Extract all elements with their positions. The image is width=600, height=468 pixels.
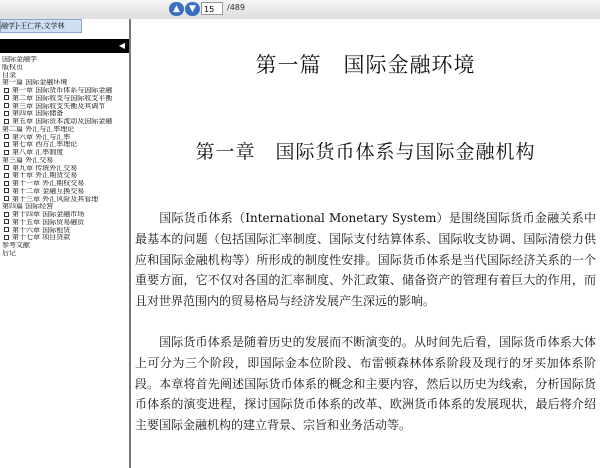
chapter-title: 第一章 国际货币体系与国际金融机构 (195, 141, 536, 163)
part-title: 第一篇 国际金融环境 (255, 53, 476, 77)
bookmark-item[interactable] (2, 172, 128, 180)
bookmark-label: 第四章 国际储备 (12, 110, 64, 118)
bookmark-label: 第三篇 外汇交易 (2, 156, 54, 164)
bookmark-item[interactable] (2, 227, 128, 235)
bookmark-item[interactable] (2, 103, 128, 111)
bookmark-label: 第十一章 外汇期权交易 (12, 180, 85, 187)
bookmark-label: 第十二章 金融互换交易 (12, 187, 85, 195)
bookmark-item[interactable] (2, 134, 128, 142)
document-tab[interactable]: 融学]-王仁祥,文学林 (0, 19, 82, 33)
bookmark-item[interactable] (2, 250, 128, 258)
sidebar-header (0, 39, 129, 53)
expand-box-icon[interactable] (4, 134, 9, 139)
bookmark-item[interactable] (2, 72, 128, 80)
bookmark-label: 第九章 传统外汇交易 (12, 164, 78, 172)
bookmark-item[interactable] (2, 110, 128, 118)
bookmark-label: 第八章 汇率制度 (12, 149, 64, 156)
expand-box-icon[interactable] (4, 173, 9, 178)
bookmark-item[interactable] (2, 219, 128, 227)
bookmark-item[interactable] (2, 64, 128, 72)
bookmark-item[interactable] (2, 87, 128, 95)
expand-box-icon[interactable] (4, 119, 9, 124)
expand-box-icon[interactable] (4, 196, 9, 201)
bookmark-label: 后记 (2, 249, 16, 257)
bookmark-label: 第十六章 国际租赁 (12, 226, 71, 234)
bookmark-item[interactable] (2, 234, 128, 242)
bookmark-item[interactable] (2, 149, 128, 157)
bookmark-item[interactable] (2, 56, 128, 64)
previous-page-icon[interactable]: ▲ (169, 2, 184, 16)
bookmark-label: 第三章 国际收支失衡及其调节 (12, 102, 106, 110)
bookmark-label: 第七章 西方汇率理论 (12, 141, 78, 149)
page-total-label: /489 (227, 3, 245, 12)
bookmark-label: 第一篇 国际金融环境 (2, 79, 68, 87)
expand-box-icon[interactable] (4, 165, 9, 170)
paragraph-text: 国际货币体系是随着历史的发展而不断演变的。从时间先后看，国际货币体系大体上可分为三个阶段，即国际金本位阶段、布雷顿森林体系阶段及现行的牙买加体系阶段。本章将首先阐述国际货币体系的概念和主要内容，然后以历史为线索，分析国际货币体系的演变进程，探讨国际货币体系的改革、欧洲货币体系的发展现状，最后将介绍主要国际金融机构的建立背景、宗旨和业务活动等。 (135, 335, 596, 433)
bookmark-label: 第二章 国际收支与国际收支平衡 (12, 94, 113, 102)
bookmark-item[interactable] (2, 126, 128, 134)
bookmark-item[interactable] (2, 180, 128, 188)
bookmark-label: 第二篇 外汇与汇率理论 (2, 125, 75, 133)
paragraph-text: 国际货币体系（International Monetary System）是围绕国际货币金融关系中最基本的问题（包括国际汇率制度、国际支付结算体系、国际收支协调、国际清偿力供应和国际金融机构等）所形成的制度性安排。国际货币体系是当代国际经济关系的一个重要方面，它不仅对各国的汇率制度、外汇政策、储备资产的管理有着巨大的作用，而且对世界范围内的贸易格局与经济发展产生深远的影响。 (135, 211, 596, 309)
expand-box-icon[interactable] (4, 150, 9, 155)
bookmark-item[interactable] (2, 157, 128, 165)
document-page (131, 19, 600, 468)
expand-box-icon[interactable] (4, 111, 9, 116)
expand-box-icon[interactable] (4, 95, 9, 100)
bookmark-label: 第一章 国际货币体系与国际金融 (12, 87, 113, 94)
bookmark-outline (2, 56, 128, 258)
expand-box-icon[interactable] (4, 142, 9, 147)
expand-box-icon[interactable] (4, 181, 9, 186)
bookmark-label: 版权页 (2, 63, 23, 71)
bookmark-item[interactable] (2, 141, 128, 149)
bookmark-label: 第十五章 国际贸易融资 (12, 218, 85, 226)
body-paragraph (135, 332, 596, 436)
expand-box-icon[interactable] (4, 88, 9, 93)
body-paragraph (135, 208, 596, 312)
bookmark-item[interactable] (2, 165, 128, 173)
expand-box-icon[interactable] (4, 188, 9, 193)
expand-box-icon[interactable] (4, 103, 9, 108)
bookmark-label: 参考文献 (2, 242, 30, 249)
bookmark-item[interactable] (2, 196, 128, 204)
bookmark-label: 目录 (2, 71, 16, 79)
bookmark-label: 第六章 外汇与汇率 (12, 133, 71, 141)
bookmark-label: 第十三章 外汇风险及其管理 (12, 195, 99, 203)
next-page-icon[interactable]: ▼ (185, 2, 200, 16)
bookmark-item[interactable] (2, 95, 128, 103)
expand-box-icon[interactable] (4, 235, 9, 240)
page-number-input[interactable]: 15 (201, 2, 223, 15)
bookmark-label: 第五章 国际资本流动及国际金融 (12, 118, 113, 125)
bookmark-label: 第十章 外汇期货交易 (12, 172, 78, 180)
bookmark-item[interactable] (2, 242, 128, 250)
bookmark-label: 国际金融学 (2, 56, 37, 63)
collapse-sidebar-icon[interactable]: ◀ (118, 41, 125, 50)
bookmark-item[interactable] (2, 79, 128, 87)
bookmark-item[interactable] (2, 188, 128, 196)
bookmark-item[interactable] (2, 203, 128, 211)
expand-box-icon[interactable] (4, 227, 9, 232)
bookmark-item[interactable] (2, 211, 128, 219)
bookmark-label: 第十七章 项目贷款 (12, 234, 71, 242)
bookmark-label: 第四篇 国际经营 (2, 203, 54, 211)
bookmark-item[interactable] (2, 118, 128, 126)
bookmark-sidebar (0, 19, 131, 468)
expand-box-icon[interactable] (4, 212, 9, 217)
toolbar (0, 0, 600, 20)
bookmark-label: 第十四章 国际金融市场 (12, 211, 85, 218)
expand-box-icon[interactable] (4, 219, 9, 224)
